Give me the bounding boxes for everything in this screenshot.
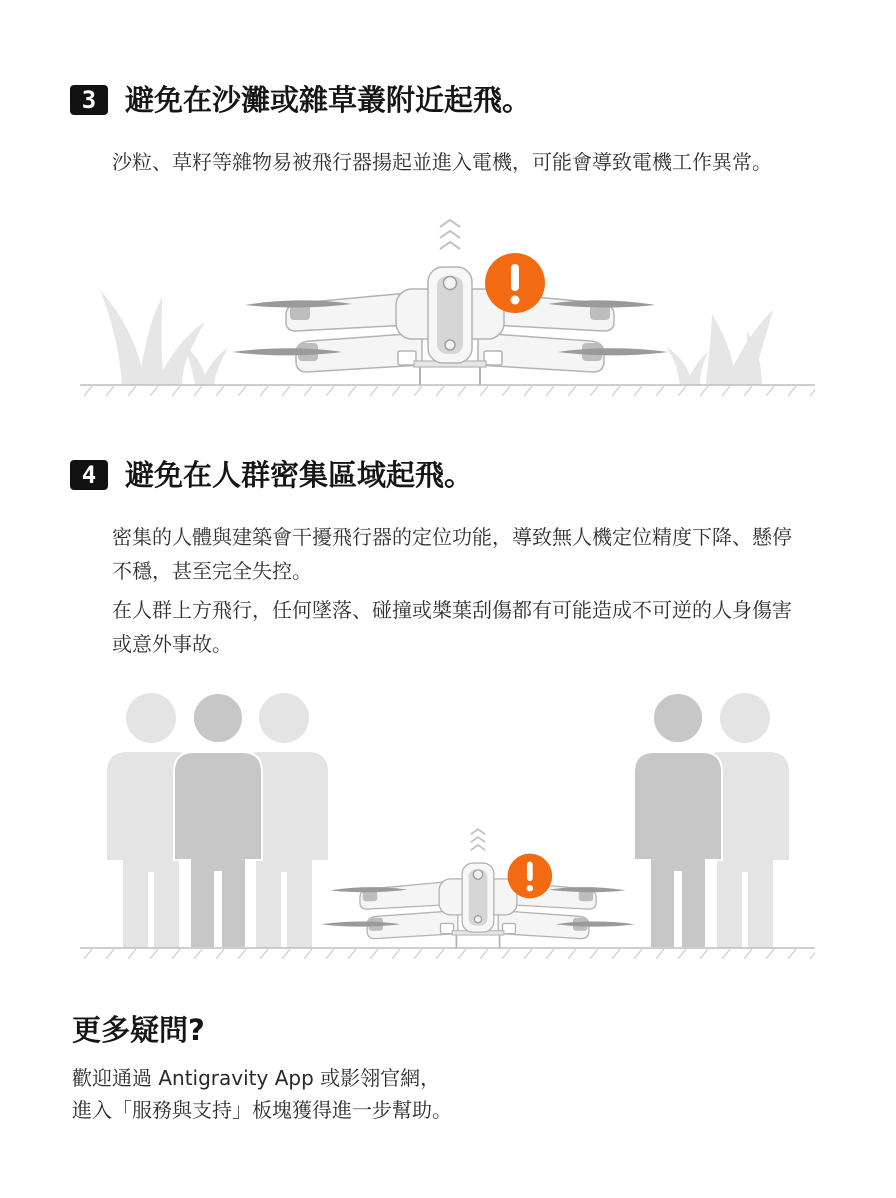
- person-body: [634, 752, 722, 948]
- more-help-heading: 更多疑問?: [72, 1013, 205, 1047]
- drone-left-side: [232, 293, 422, 372]
- person-icon: [634, 693, 722, 948]
- more-help-line: 進入「服務與支持」板塊獲得進一步幫助。: [72, 1098, 452, 1122]
- grass-icon: [183, 344, 228, 385]
- chevron: [440, 220, 460, 227]
- person-head: [720, 693, 770, 743]
- drone-icon: [321, 829, 635, 948]
- grass-blade: [100, 290, 145, 385]
- grass-icon: [100, 290, 205, 385]
- grass-blade: [200, 348, 228, 385]
- camera-lens: [444, 277, 457, 290]
- paragraph-line: 在人群上方飛行，任何墜落、碰撞或槳葉刮傷都有可能造成不可逆的人身傷害: [112, 598, 792, 622]
- paragraph-line: 沙粒、草籽等雜物易被飛行器揚起並進入電機，可能會導致電機工作異常。: [112, 150, 772, 174]
- chevron: [440, 231, 460, 238]
- ground-hatching: [80, 949, 815, 959]
- paragraph-line: 不穩，甚至完全失控。: [112, 559, 312, 583]
- grass-blade: [686, 352, 708, 385]
- paragraph-line: 或意外事故。: [112, 632, 232, 656]
- grass-blade: [138, 298, 165, 385]
- illustration-drone-grass: [0, 200, 896, 405]
- warning-mark-bar: [511, 264, 519, 291]
- up-chevrons-icon: [440, 220, 460, 249]
- warning-icon: [508, 854, 553, 899]
- chevron: [471, 837, 485, 842]
- paragraph-line: 密集的人體與建築會干擾飛行器的定位功能，導致無人機定位精度下降、懸停: [112, 525, 792, 549]
- section-paragraph-sand-grass: [112, 145, 772, 179]
- ground-hatching: [80, 386, 815, 396]
- grass-icon: [706, 310, 773, 385]
- drone-left-side: [321, 882, 458, 939]
- chevron: [440, 242, 460, 249]
- warning-mark-dot: [527, 885, 533, 891]
- person-body: [174, 752, 262, 948]
- warning-mark-dot: [511, 296, 520, 305]
- step-badge-3: 3: [70, 85, 108, 115]
- more-help-text: [72, 1062, 452, 1126]
- warning-mark-bar: [527, 862, 533, 881]
- landing-gear: [398, 351, 416, 365]
- sensor-lens: [445, 340, 455, 350]
- step-badge-4: 4: [70, 460, 108, 490]
- section-heading-crowds: 避免在人群密集區域起飛。: [125, 458, 474, 492]
- landing-gear: [502, 924, 515, 934]
- person-icon: [174, 693, 262, 948]
- person-head: [653, 693, 703, 743]
- camera-lens: [473, 870, 482, 879]
- section-heading-sand-grass: 避免在沙灘或雜草叢附近起飛。: [125, 83, 532, 117]
- grass-icon: [666, 347, 708, 385]
- person-head: [193, 693, 243, 743]
- section-paragraph-injury-risk: [112, 593, 792, 661]
- landing-gear: [441, 924, 454, 934]
- more-help-line: 歡迎通過 Antigravity App 或影翎官網，: [72, 1066, 441, 1090]
- illustration-drone-crowd: [0, 688, 896, 963]
- sensor-lens: [474, 916, 481, 923]
- warning-icon: [485, 253, 545, 313]
- person-head: [259, 693, 309, 743]
- up-chevrons-icon: [471, 829, 485, 850]
- landing-gear: [484, 351, 502, 365]
- chevron: [471, 829, 485, 834]
- section-paragraph-interference: [112, 520, 792, 588]
- drone-icon: [232, 220, 668, 385]
- chevron: [471, 845, 485, 850]
- grass-blade: [666, 347, 692, 385]
- person-head: [126, 693, 176, 743]
